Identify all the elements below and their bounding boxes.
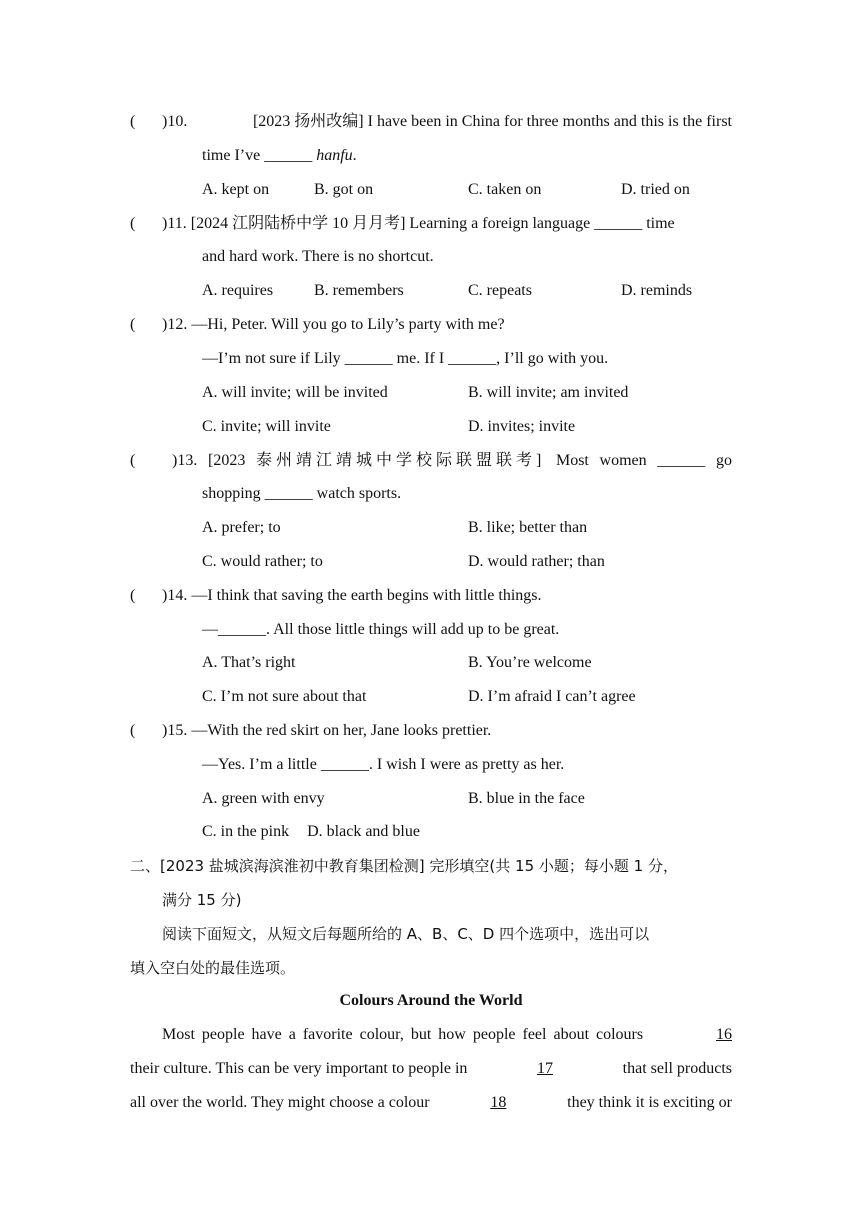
question-number: )15. [162,722,188,739]
option-b: B. like; better than [468,519,588,536]
question-number: )13. [172,452,198,469]
option-d: D. I’m afraid I can’t agree [468,688,636,705]
option-d: D. black and blue [307,823,420,840]
question-11-line2: and hard work. There is no shortcut. [202,248,434,265]
question-13-line2: shopping ______ watch sports. [202,485,402,502]
option-a: A. That’s right [202,654,296,671]
option-b: B. You’re welcome [468,654,592,671]
option-d: D. invites; invite [468,418,576,435]
option-c: C. taken on [468,181,542,198]
passage-line-3: all over the world. They might choose a colour 18 they think it is exciting or [130,1094,732,1111]
section-heading: 二、[2023 盐城滨海滨淮初中教育集团检测] 完形填空(共 15 小题；每小题 1 分， [130,857,678,875]
blank-18: 18 [490,1094,507,1111]
answer-paren: ( [130,215,136,232]
blank-16: 16 [716,1026,732,1043]
question-11-line1 [162,214,675,234]
option-a: A. prefer; to [202,519,281,536]
question-14-line2: —______. All those little things will add up to be great. [202,621,560,638]
option-a: A. kept on [202,181,270,198]
option-b: B. blue in the face [468,790,585,807]
option-c-d [202,822,420,842]
question-10-line1 [162,112,732,132]
option-a: A. green with envy [202,790,325,807]
question-15-line2: —Yes. I’m a little ______. I wish I were as pretty as her. [202,756,565,773]
question-14-line1 [162,586,542,606]
question-stem: —With the red skirt on her, Jane looks prettier. [191,722,492,739]
question-number: )10. [162,113,188,130]
option-b: B. got on [314,181,374,198]
option-c: C. I’m not sure about that [202,688,367,705]
option-d: D. reminds [621,282,693,299]
passage-line-1: Most people have a favorite colour, but how people feel about colours 16 [162,1026,732,1043]
option-a: A. requires [202,282,274,299]
option-b: B. remembers [314,282,404,299]
blank-17: 17 [537,1060,554,1077]
option-c: C. invite; will invite [202,418,331,435]
question-13-line1: )13. [2023 泰州靖江靖城中学校际联盟联考] Most women ______ go [172,452,732,469]
question-stem: —Hi, Peter. Will you go to Lily’s party with me? [191,316,505,333]
question-10-line2: time I’ve ______ hanfu. [202,147,357,164]
section-heading-cont: 满分 15 分) [162,891,242,909]
question-12-line1 [162,315,505,335]
answer-paren: ( [130,722,136,739]
option-a: A. will invite; will be invited [202,384,388,401]
question-stem: [2023 扬州改编] I have been in China for three months and this is the first [252,113,732,130]
question-12-line2: —I’m not sure if Lily ______ me. If I ______, I’ll go with you. [202,350,609,367]
answer-paren: ( [130,587,136,604]
option-c: C. would rather; to [202,553,323,570]
option-b: B. will invite; am invited [468,384,629,401]
passage-title: Colours Around the World [339,992,523,1009]
answer-paren: ( [130,113,136,130]
question-number: )12. [162,316,188,333]
answer-paren: ( [130,316,136,333]
question-stem: [2024 江阴陆桥中学 10 月月考] Learning a foreign language ______ time [190,215,675,232]
option-c: C. repeats [468,282,532,299]
instruction: 阅读下面短文，从短文后每题所给的 A、B、C、D 四个选项中，选出可以 [162,925,650,943]
instruction-cont: 填入空白处的最佳选项。 [130,959,296,977]
question-15-line1 [162,721,491,741]
question-number: )11. [162,215,187,232]
option-c: C. in the pink [202,823,290,840]
question-number: )14. [162,587,188,604]
answer-paren: ( [130,452,136,469]
passage-line-2: their culture. This can be very important to people in 17 that sell products [130,1060,732,1077]
option-d: D. would rather; than [468,553,605,570]
option-d: D. tried on [621,181,690,198]
question-stem: —I think that saving the earth begins with little things. [191,587,542,604]
